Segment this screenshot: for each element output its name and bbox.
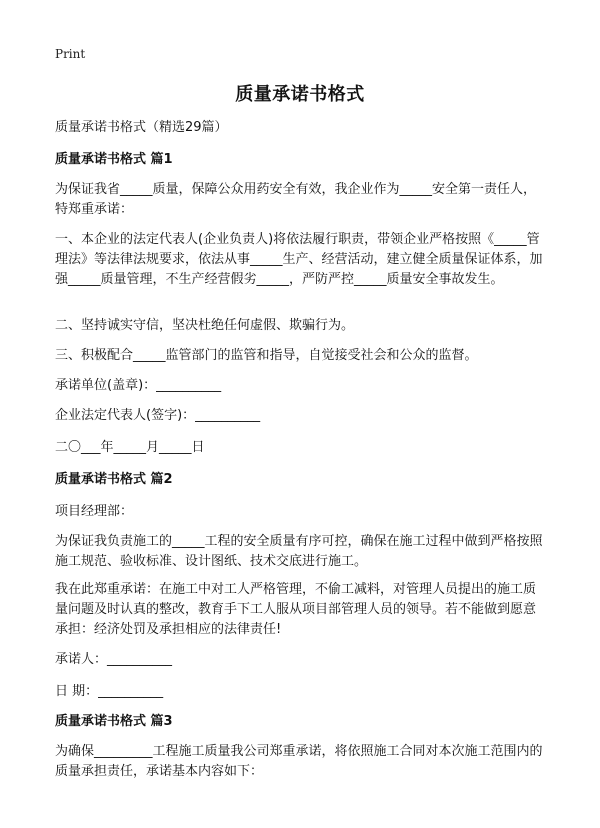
section-1-date: 二〇___年_____月_____日: [55, 440, 205, 455]
section-2-promisor-signature: 承诺人：__________: [55, 652, 173, 667]
section-2-addressee: 项目经理部：: [55, 504, 134, 519]
section-3-paragraph-1: 为确保_________工程施工质量我公司郑重承诺，将依照施工合同对本次施工范围内的质量承担责任，承诺基本内容如下：: [55, 744, 543, 779]
section-1-item-3: 三、积极配合_____监管部门的监管和指导，自觉接受社会和公众的监督。: [55, 348, 478, 363]
section-1-unit-signature: 承诺单位(盖章)：__________: [55, 378, 222, 393]
section-1-intro: 为保证我省_____质量，保障公众用药安全有效，我企业作为_____安全第一责任人，特郑重承诺：: [55, 182, 537, 217]
document-subtitle: 质量承诺书格式（精选29篇）: [55, 120, 228, 135]
print-link[interactable]: Print: [55, 47, 86, 61]
section-1-representative-signature: 企业法定代表人(签字)：__________: [55, 408, 261, 423]
section-2-heading: 质量承诺书格式 篇2: [55, 472, 173, 487]
page-title: 质量承诺书格式: [235, 84, 365, 105]
section-1-heading: 质量承诺书格式 篇1: [55, 152, 173, 167]
section-1-item-1: 一、本企业的法定代表人(企业负责人)将依法履行职责，带领企业严格按照《_____管理法》等法律法规要求，依法从事_____生产、经营活动，建立健全质量保证体系，加强_____质量管理，不生产经营假劣_____，严防严控_____质量安全事故发生。: [55, 232, 543, 287]
section-2-paragraph-2: 我在此郑重承诺：在施工中对工人严格管理，不偷工减料，对管理人员提出的施工质量问题及时认真的整改，教育手下工人服从项目部管理人员的领导。若不能做到愿意承担：经济处罚及承担相应的法律责任!: [55, 582, 537, 637]
section-3-heading: 质量承诺书格式 篇3: [55, 714, 173, 729]
section-2-date: 日 期：__________: [55, 684, 164, 699]
section-1-item-2: 二、坚持诚实守信，坚决杜绝任何虚假、欺骗行为。: [55, 318, 355, 333]
section-2-paragraph-1: 为保证我负责施工的_____工程的安全质量有序可控，确保在施工过程中做到严格按照施工规范、验收标准、设计图纸、技术交底进行施工。: [55, 534, 543, 569]
